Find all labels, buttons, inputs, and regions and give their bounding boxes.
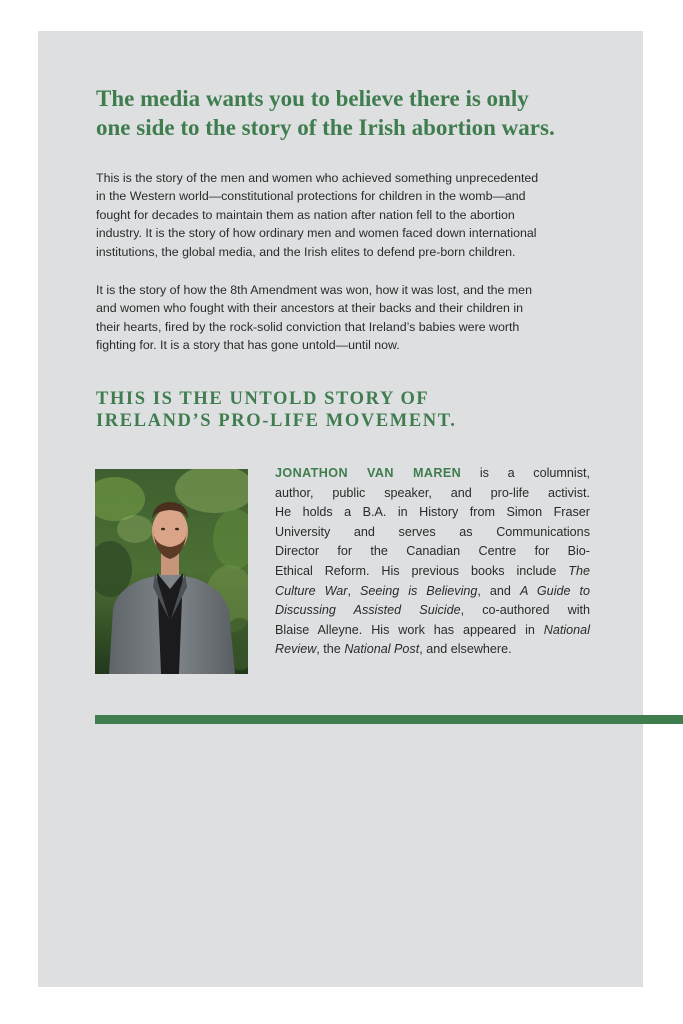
bio-line: Ethical Reform. His previous books include The [275, 563, 590, 578]
author-name: JONATHON VAN MAREN [275, 466, 462, 480]
book-title: Discussing Assisted Suicide [275, 603, 461, 618]
publication-name: National Post [344, 642, 420, 657]
book-title: Seeing is Believing [359, 583, 478, 598]
description-line: in the Western world—constitutional protections for children in the womb—and [96, 189, 526, 204]
description-line: fighting for. It is a story that has gone untold—until now. [96, 338, 400, 353]
description-line: It is the story of how the 8th Amendment was won, how it was lost, and the men [96, 283, 532, 297]
publication-name: Review [275, 642, 317, 657]
author-photo [95, 469, 248, 674]
description-line: institutions, the global media, and the Irish elites to defend pre-born children. [96, 244, 516, 259]
bio-line: Director for the Canadian Centre for Bio- [275, 544, 590, 559]
headline-line: The media wants you to believe there is only [96, 86, 529, 111]
divider-bar [95, 715, 683, 724]
description-paragraph-1 [96, 169, 596, 261]
bio-line: Blaise Alleyne. His work has appeared in National [275, 622, 590, 637]
book-title: The [568, 563, 590, 578]
bio-line: He holds a B.A. in History from Simon Fraser [275, 505, 590, 520]
book-title: A Guide to [519, 583, 591, 598]
tagline-line: IRELAND’S PRO-LIFE MOVEMENT. [96, 411, 457, 431]
author-bio [275, 464, 590, 660]
tagline [96, 388, 576, 432]
description-line: fought for decades to maintain them as nation after nation fell to the abortion [96, 207, 515, 222]
description-line: This is the story of the men and women who achieved something unprecedented [96, 171, 539, 185]
description-paragraph-2 [96, 281, 596, 355]
bio-line: JONATHON VAN MAREN is a columnist, [275, 466, 590, 480]
publication-name: National [543, 622, 590, 637]
bio-line: author, public speaker, and pro-life activist. [275, 485, 590, 500]
bio-line: Discussing Assisted Suicide, co-authored with [275, 603, 590, 618]
bio-line: Culture War, Seeing is Believing, and A Guide to [275, 583, 591, 598]
tagline-line: THIS IS THE UNTOLD STORY OF [96, 389, 430, 409]
description-line: industry. It is the story of how ordinary men and women faced down international [96, 226, 537, 241]
headline-line: one side to the story of the Irish abortion wars. [96, 115, 555, 140]
description-line: their hearts, fired by the rock-solid conviction that Ireland’s babies were worth [96, 319, 520, 334]
description-line: and women who fought with their ancestors at their backs and their children in [96, 301, 524, 316]
bio-line: Review, the National Post, and elsewhere. [275, 642, 512, 657]
bio-line: University and serves as Communications [275, 524, 590, 539]
headline [96, 84, 616, 142]
book-title: Culture War [275, 583, 348, 598]
